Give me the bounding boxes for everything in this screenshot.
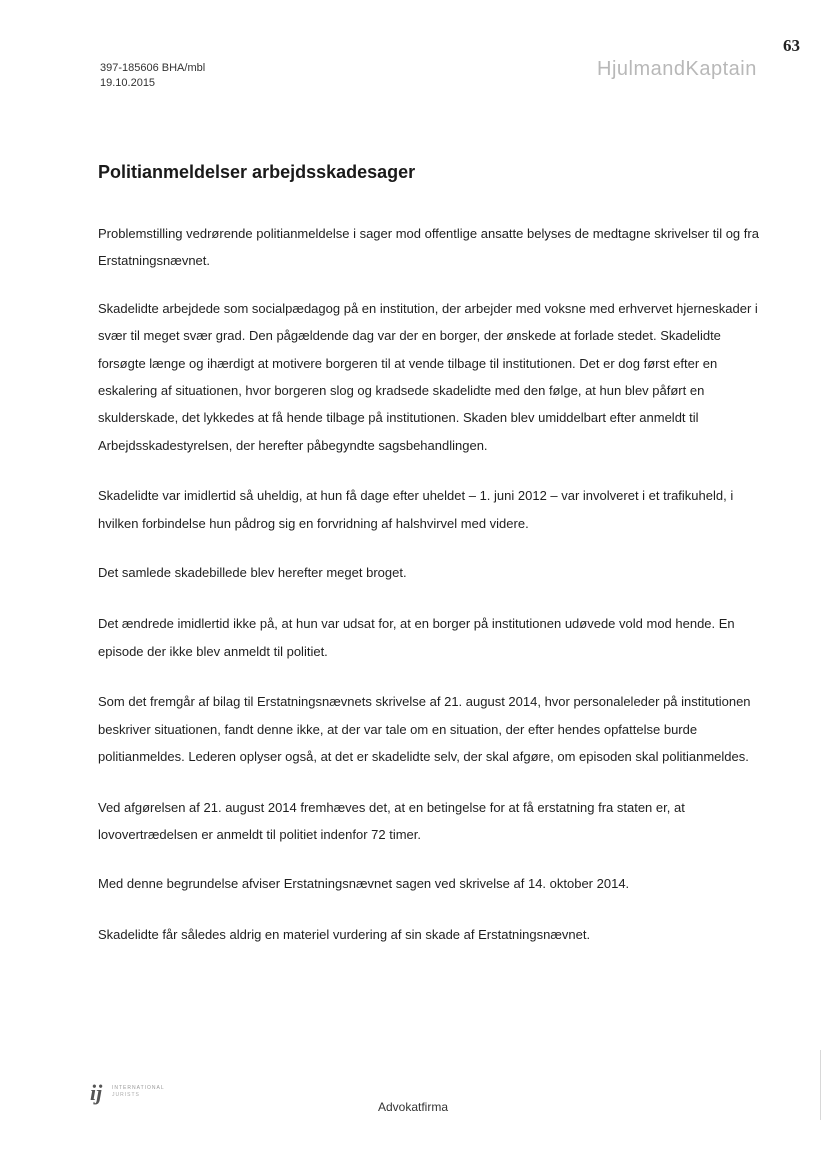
paragraph: Det ændrede imidlertid ikke på, at hun var udsat for, at en borger på institutionen udøvede vold mod hende. En episode der ikke blev anmeldt til politiet. (98, 616, 735, 659)
paragraph: Ved afgørelsen af 21. august 2014 fremhæves det, at en betingelse for at få erstatning fra staten er, at lovovertrædelsen er anmeldt til politiet indenfor 72 timer. (98, 799, 685, 842)
paragraph: Skadelidte får således aldrig en materiel vurdering af sin skade af Erstatningsnævnet. (98, 926, 591, 942)
document-title: Politianmeldelser arbejdsskadesager (98, 162, 416, 182)
paragraph: Problemstilling vedrørende politianmeldelse i sager mod offentlige ansatte belyses de medtagne skrivelser til og fra Erstatningsnævnet. (98, 226, 759, 269)
scan-edge-mark (820, 1050, 821, 1120)
footer-text: Advokatfirma (377, 1100, 449, 1114)
page-number: 63 (783, 36, 800, 55)
svg-text:ij: ij (90, 1080, 103, 1105)
paragraph: Skadelidte arbejdede som socialpædagog på en institution, der arbejder med voksne med erhvervet hjerneskader i svær til meget svær grad. Den pågældende dag var der en borger, der ønskede at forlade stedet. Skadelidte forsøgte længe og ihærdigt at motivere borgeren til at vende tilbage til institutionen. Det er dog først efter en eskalering af situationen, hvor borgeren slog og kradsede skadelidte med den følge, at hun blev påført en skulderskade, det lykkedes at få hende tilbage på institutionen. Skaden blev umiddelbart efter anmeldt til Arbejdsskadestyrelsen, der herefter påbegyndte sagsbehandlingen. (98, 300, 758, 453)
brand-logo: HjulmandKaptain (597, 58, 757, 80)
paragraph: Skadelidte var imidlertid så uheldig, at hun få dage efter uheldet – 1. juni 2012 – var involveret i et trafikuheld, i hvilken forbindelse hun pådrog sig en forvridning af halshvirvel med videre. (98, 488, 734, 531)
reference-block (100, 61, 205, 91)
svg-text:JURISTS: JURISTS (112, 1092, 140, 1098)
reference-number: 397-185606 BHA/mbl (100, 62, 206, 74)
document-date: 19.10.2015 (100, 77, 156, 89)
paragraph: Som det fremgår af bilag til Erstatningsnævnets skrivelse af 21. august 2014, hvor personaleleder på institutionen beskriver situationen, fandt denne ikke, at der var tale om en situation, der efter hendes opfattelse burde politianmeldes. Lederen oplyser også, at det er skadelidte selv, der skal afgøre, om episoden skal politianmeldes. (98, 694, 751, 765)
paragraph: Med denne begrundelse afviser Erstatningsnævnet sagen ved skrivelse af 14. oktober 2014. (98, 876, 630, 892)
svg-text:INTERNATIONAL: INTERNATIONAL (112, 1085, 165, 1091)
paragraph: Det samlede skadebillede blev herefter meget broget. (98, 565, 407, 581)
document-body (98, 220, 770, 973)
